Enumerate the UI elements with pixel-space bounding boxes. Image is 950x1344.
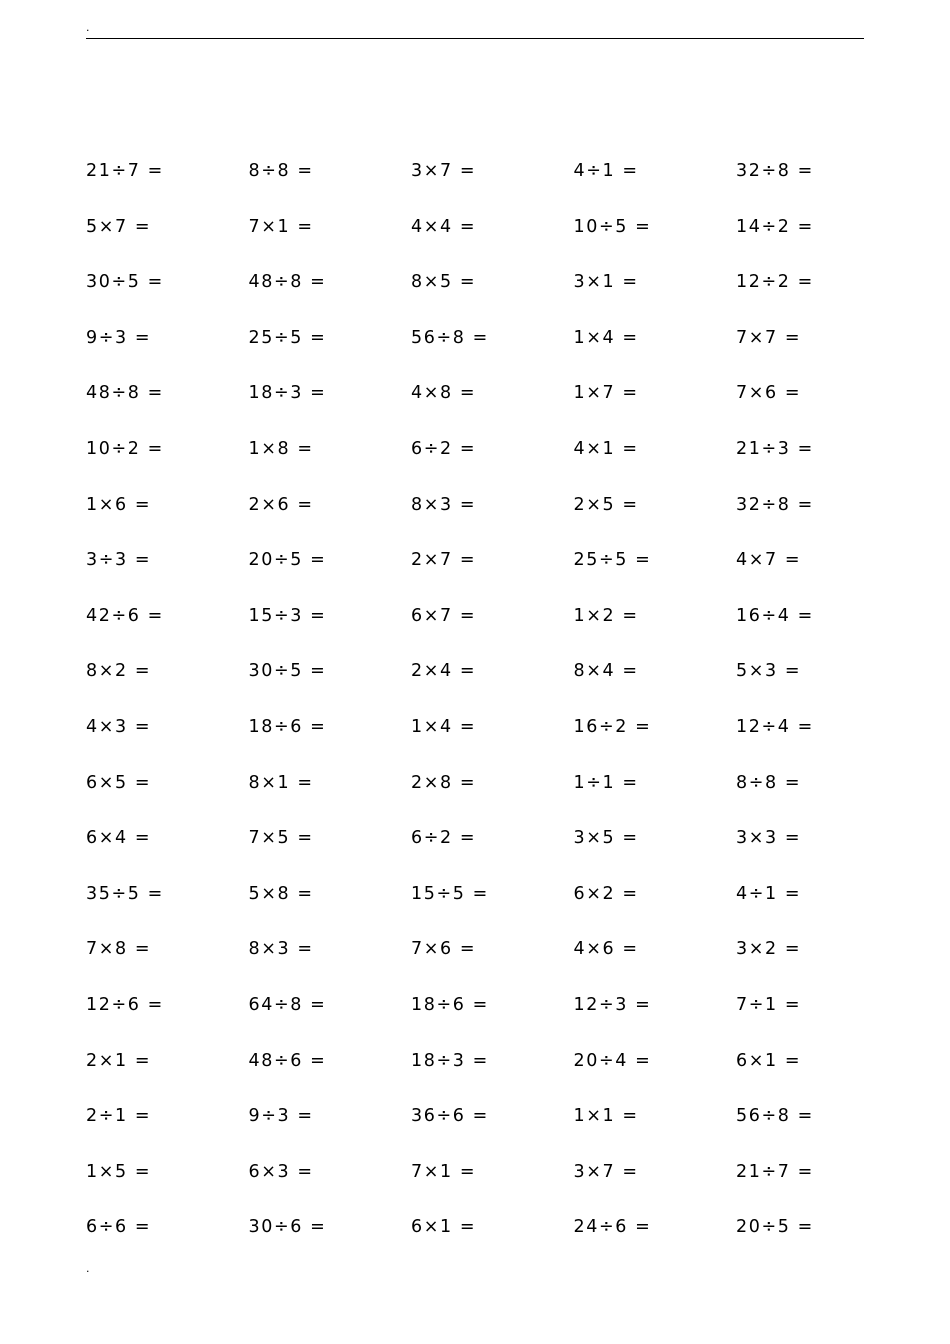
math-problem: 12÷6 = (86, 994, 164, 1015)
math-problem: 21÷7 = (736, 1161, 814, 1182)
math-problem: 1÷1 = (573, 772, 639, 793)
math-problem: 2×6 = (248, 494, 314, 515)
math-problem: 6×4 = (86, 828, 152, 849)
math-problem: 32÷8 = (736, 161, 814, 181)
math-problem: 56÷8 = (411, 327, 489, 348)
math-problem: 4×6 = (573, 939, 639, 960)
math-problem: 3×2 = (736, 939, 802, 960)
math-problem: 4÷1 = (573, 161, 639, 181)
math-problem: 7×6 = (736, 383, 802, 404)
math-problem: 8÷8 = (248, 161, 314, 181)
math-problem: 8×3 = (411, 494, 477, 515)
math-problem: 8×4 = (573, 661, 639, 682)
math-problem: 1×4 = (573, 327, 639, 348)
math-problem: 6÷2 = (411, 438, 477, 459)
math-problem: 6÷2 = (411, 828, 477, 849)
math-problem: 30÷5 = (86, 272, 164, 293)
math-problem: 24÷6 = (573, 1217, 652, 1238)
math-problem: 9÷3 = (86, 327, 152, 348)
math-problem: 12÷3 = (573, 994, 652, 1015)
math-problem: 3÷3 = (86, 550, 152, 571)
math-problem: 16÷2 = (573, 716, 652, 737)
math-problem: 2×7 = (411, 550, 477, 571)
math-problem: 18÷3 = (411, 1050, 489, 1071)
math-problem: 2×4 = (411, 661, 477, 682)
math-problem: 64÷8 = (248, 994, 327, 1015)
math-problem: 21÷3 = (736, 438, 814, 459)
math-problem: 5×3 = (736, 661, 802, 682)
math-problem: 1×1 = (573, 1106, 639, 1127)
math-problem: 18÷6 = (411, 994, 489, 1015)
math-problem: 14÷2 = (736, 216, 814, 237)
math-problem: 36÷6 = (411, 1106, 489, 1127)
math-problem: 25÷5 = (248, 327, 327, 348)
math-problem: 8÷8 = (736, 772, 802, 793)
math-problem: 1×4 = (411, 716, 477, 737)
header-mark: . (86, 21, 90, 34)
math-problem: 2×5 = (573, 494, 639, 515)
math-problem: 48÷6 = (248, 1050, 327, 1071)
math-problem: 10÷5 = (573, 216, 652, 237)
math-problem: 32÷8 = (736, 494, 814, 515)
math-problem: 5×7 = (86, 216, 152, 237)
math-problem: 48÷8 = (248, 272, 327, 293)
math-problem: 8×5 = (411, 272, 477, 293)
math-problem: 4×3 = (86, 716, 152, 737)
math-problem: 3×7 = (573, 1161, 639, 1182)
math-problem: 6×7 = (411, 605, 477, 626)
math-problem: 30÷6 = (248, 1217, 327, 1238)
math-problem: 3×1 = (573, 272, 639, 293)
math-problem: 9÷3 = (248, 1106, 314, 1127)
math-problem: 4×4 = (411, 216, 477, 237)
math-problem: 6×3 = (248, 1161, 314, 1182)
math-problem: 7×1 = (248, 216, 314, 237)
math-problem: 4÷1 = (736, 883, 802, 904)
footer-mark: . (86, 1262, 90, 1275)
math-problem: 1×5 = (86, 1161, 152, 1182)
math-problem: 6×1 = (736, 1050, 802, 1071)
math-problem: 1×6 = (86, 494, 152, 515)
math-problem: 15÷5 = (411, 883, 489, 904)
math-problem: 12÷2 = (736, 272, 814, 293)
math-problem: 6÷6 = (86, 1217, 152, 1238)
math-problem: 1×2 = (573, 605, 639, 626)
math-problem: 42÷6 = (86, 605, 164, 626)
math-problem: 4×1 = (573, 438, 639, 459)
math-problem: 20÷5 = (736, 1217, 814, 1238)
math-problem: 3×5 = (573, 828, 639, 849)
math-problem: 2×1 = (86, 1050, 152, 1071)
math-problem: 48÷8 = (86, 383, 164, 404)
math-problem: 30÷5 = (248, 661, 327, 682)
math-problem: 20÷5 = (248, 550, 327, 571)
math-problem: 4×7 = (736, 550, 802, 571)
math-problem: 6×2 = (573, 883, 639, 904)
math-problem: 25÷5 = (573, 550, 652, 571)
math-problem: 8×1 = (248, 772, 314, 793)
problem-grid (86, 157, 866, 1269)
math-problem: 7÷1 = (736, 994, 802, 1015)
math-problem: 4×8 = (411, 383, 477, 404)
math-problem: 7×1 = (411, 1161, 477, 1182)
math-problem: 10÷2 = (86, 438, 164, 459)
math-problem: 7×8 = (86, 939, 152, 960)
math-problem: 3×3 = (736, 828, 802, 849)
math-problem: 7×5 = (248, 828, 314, 849)
math-problem: 5×8 = (248, 883, 314, 904)
math-problem: 20÷4 = (573, 1050, 652, 1071)
math-problem: 16÷4 = (736, 605, 814, 626)
math-problem: 7×7 = (736, 327, 802, 348)
math-problem: 21÷7 = (86, 161, 164, 181)
math-problem: 3×7 = (411, 161, 477, 181)
math-problem: 18÷6 = (248, 716, 327, 737)
math-problem: 2×8 = (411, 772, 477, 793)
math-problem: 8×3 = (248, 939, 314, 960)
math-problem: 2÷1 = (86, 1106, 152, 1127)
math-problem: 1×7 = (573, 383, 639, 404)
header-rule (86, 38, 864, 39)
math-problem: 8×2 = (86, 661, 152, 682)
math-problem: 15÷3 = (248, 605, 327, 626)
math-problem: 12÷4 = (736, 716, 814, 737)
math-problem: 35÷5 = (86, 883, 164, 904)
math-problem: 6×5 = (86, 772, 152, 793)
math-problem: 6×1 = (411, 1217, 477, 1238)
math-problem: 7×6 = (411, 939, 477, 960)
math-problem: 18÷3 = (248, 383, 327, 404)
math-problem: 1×8 = (248, 438, 314, 459)
math-problem: 56÷8 = (736, 1106, 814, 1127)
